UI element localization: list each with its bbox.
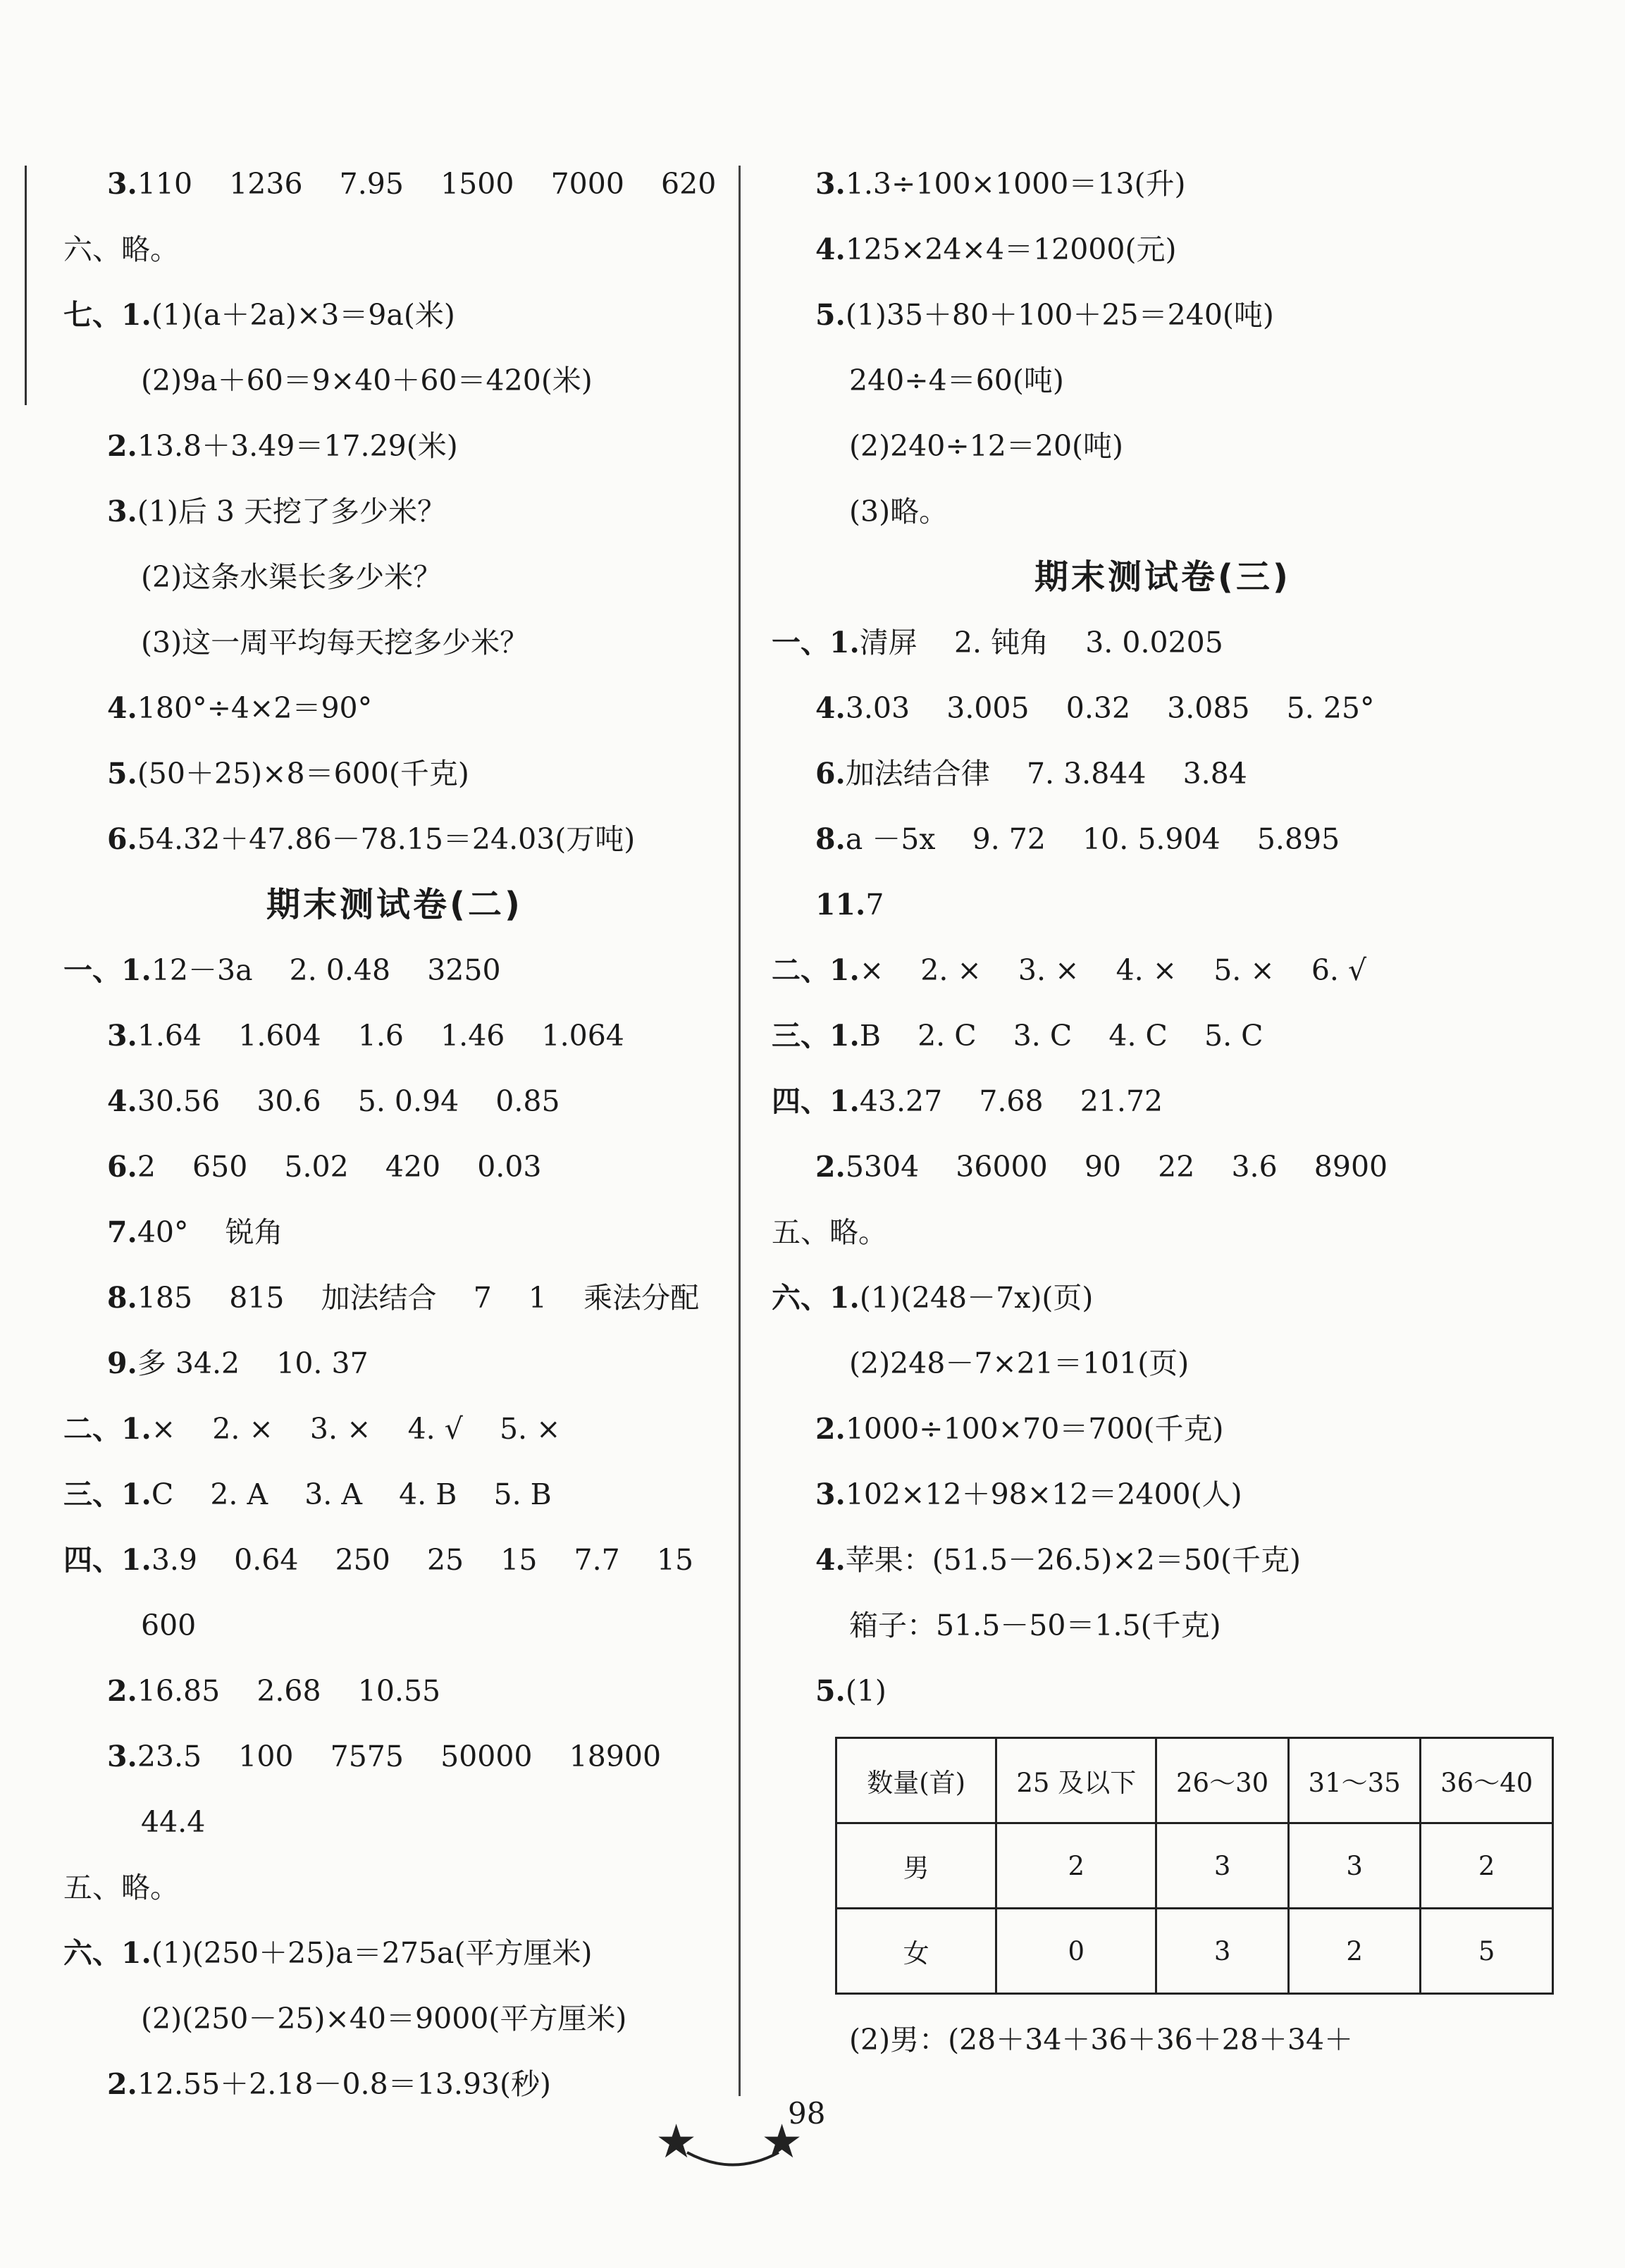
table-cell: 36～40 (1421, 1738, 1553, 1823)
answer-text: 125×24×4＝12000(元) (845, 233, 1177, 266)
item-number: 3. (107, 1740, 137, 1773)
answer-text: (2)248－7×21＝101(页) (849, 1346, 1190, 1380)
star-icon: ★ (761, 2114, 803, 2169)
item-number: 6. (107, 822, 137, 856)
item-number: 3. (815, 167, 846, 201)
answer-line (63, 1724, 726, 1790)
table-cell: 3 (1156, 1823, 1289, 1909)
column-divider (739, 166, 741, 2096)
answer-line (772, 2007, 1554, 2073)
answer-line (63, 676, 726, 741)
table-cell: 男 (836, 1823, 996, 1909)
item-number: 6. (815, 757, 846, 791)
answer-line (772, 1200, 1554, 1265)
answer-line (63, 1986, 726, 2052)
item-number: 二、1. (63, 1412, 152, 1446)
item-number: 9. (107, 1346, 137, 1380)
item-number: 一、1. (772, 626, 860, 659)
answer-line (772, 283, 1554, 348)
answer-text: 7 (865, 888, 884, 922)
answer-text: 16.85 2.68 10.55 (137, 1674, 441, 1708)
answer-text: 185 815 加法结合 7 1 乘法分配 (137, 1281, 700, 1315)
answer-line (772, 1659, 1554, 1724)
item-number: 4. (815, 691, 846, 725)
answer-text: 五、略。 (63, 1871, 179, 1904)
answer-line (772, 1396, 1554, 1462)
item-number: 2. (107, 429, 137, 463)
answer-text: 44.4 (141, 1805, 206, 1839)
item-number: 4. (815, 233, 846, 266)
item-number: 2. (107, 2067, 137, 2101)
left-margin-rule (25, 166, 27, 405)
item-number: 7. (107, 1215, 137, 1249)
answer-text: 五、略。 (772, 1215, 887, 1249)
item-number: 3. (815, 1477, 846, 1511)
answer-line (63, 1593, 726, 1659)
item-number: 四、1. (772, 1084, 860, 1118)
item-number: 2. (815, 1412, 846, 1446)
item-number: 8. (107, 1281, 137, 1315)
answer-text: (2)240÷12＝20(吨) (849, 429, 1124, 463)
answer-line (772, 1331, 1554, 1396)
answer-text: 5304 36000 90 22 3.6 8900 (845, 1150, 1388, 1184)
answer-text: 23.5 100 7575 50000 18900 (137, 1740, 662, 1773)
item-number: 一、1. (63, 953, 152, 987)
answer-text: 六、略。 (63, 233, 179, 266)
item-number: 6. (107, 1150, 137, 1184)
answer-text: (2)9a＋60＝9×40＋60＝420(米) (141, 364, 593, 397)
item-number: 2. (107, 1674, 137, 1708)
item-number: 11. (815, 888, 866, 922)
table-cell: 3 (1156, 1909, 1289, 1994)
page-footer (0, 2096, 1625, 2181)
answer-line (63, 479, 726, 545)
answer-text: 清屏 2. 钝角 3. 0.0205 (859, 626, 1223, 659)
answer-line (63, 151, 726, 217)
answer-line (772, 938, 1554, 1003)
item-number: 2. (815, 1150, 846, 1184)
answer-text: 43.27 7.68 21.72 (859, 1084, 1163, 1118)
answer-text: 3.03 3.005 0.32 3.085 5. 25° (845, 691, 1375, 725)
item-number: 3. (107, 495, 137, 528)
answer-text: 30.56 30.6 5. 0.94 0.85 (137, 1084, 560, 1118)
answer-line (63, 938, 726, 1003)
table-cell: 2 (1421, 1823, 1553, 1909)
item-number: 4. (107, 691, 137, 725)
answer-line (63, 1265, 726, 1331)
answer-line (63, 414, 726, 479)
table-row (836, 1823, 1553, 1909)
answer-line (772, 414, 1554, 479)
answer-text: (2)(250－25)×40＝9000(平方厘米) (141, 2002, 627, 2035)
item-number: 5. (107, 757, 137, 791)
answer-text: 12.55＋2.18－0.8＝13.93(秒) (137, 2067, 552, 2101)
item-number: 三、1. (772, 1019, 860, 1053)
answer-line (63, 1855, 726, 1921)
answer-text: (3)略。 (849, 495, 949, 528)
answer-text: 600 (141, 1609, 197, 1642)
answer-line (772, 807, 1554, 872)
left-column (63, 151, 726, 2117)
answer-line (63, 1396, 726, 1462)
answer-text: (1)(a＋2a)×3＝9a(米) (151, 298, 455, 332)
item-number: 六、1. (772, 1281, 860, 1315)
answer-text: (3)这一周平均每天挖多少米？ (141, 626, 529, 659)
answer-text: (1)(248－7x)(页) (859, 1281, 1094, 1315)
answer-text: 2 650 5.02 420 0.03 (137, 1150, 542, 1184)
table-cell: 3 (1288, 1823, 1421, 1909)
answer-text: (50＋25)×8＝600(千克) (137, 757, 469, 791)
answer-text: 加法结合律 7. 3.844 3.84 (845, 757, 1247, 791)
answer-line (63, 807, 726, 872)
answer-text: (1) (845, 1674, 886, 1708)
answer-line (63, 1200, 726, 1265)
answer-text: 1.64 1.604 1.6 1.46 1.064 (137, 1019, 624, 1053)
table-cell: 女 (836, 1909, 996, 1994)
answer-text: a －5x 9. 72 10. 5.904 5.895 (845, 822, 1340, 856)
item-number: 三、1. (63, 1477, 152, 1511)
item-number: 六、1. (63, 1936, 152, 1970)
answer-line (772, 1134, 1554, 1200)
answer-line (63, 1069, 726, 1134)
answer-text: 3.9 0.64 250 25 15 7.7 15 (151, 1543, 694, 1577)
answer-text: 180°÷4×2＝90° (137, 691, 373, 725)
table-cell: 25 及以下 (996, 1738, 1156, 1823)
answer-line (772, 872, 1554, 938)
answer-line (63, 348, 726, 414)
answer-line (772, 1593, 1554, 1659)
item-number: 3. (107, 167, 137, 201)
answer-text: 13.8＋3.49＝17.29(米) (137, 429, 458, 463)
table-cell: 2 (996, 1823, 1156, 1909)
answer-text: 110 1236 7.95 1500 7000 620 (137, 167, 717, 201)
item-number: 8. (815, 822, 846, 856)
table-cell: 5 (1421, 1909, 1553, 1994)
table-cell: 2 (1288, 1909, 1421, 1994)
table-header-row (836, 1738, 1553, 1823)
answer-line (772, 1528, 1554, 1593)
answer-text: 多 34.2 10. 37 (137, 1346, 369, 1380)
answer-line (63, 1462, 726, 1528)
answer-line (63, 610, 726, 676)
answer-line (772, 610, 1554, 676)
table-cell: 0 (996, 1909, 1156, 1994)
answer-line (772, 1069, 1554, 1134)
item-number: 5. (815, 1674, 846, 1708)
item-number: 5. (815, 298, 846, 332)
answer-line (772, 151, 1554, 217)
answer-line (63, 741, 726, 807)
answer-text: 240÷4＝60(吨) (849, 364, 1064, 397)
answer-line (772, 217, 1554, 283)
answer-text: (1)35＋80＋100＋25＝240(吨) (845, 298, 1274, 332)
section-heading: 期末测试卷(三) (1034, 557, 1291, 597)
table-cell: 数量(首) (836, 1738, 996, 1823)
answer-text: (2)男：(28＋34＋36＋36＋28＋34＋ (849, 2023, 1354, 2057)
answer-line (772, 479, 1554, 545)
answer-line (772, 1265, 1554, 1331)
star-icon: ★ (655, 2114, 698, 2169)
answer-line (772, 1462, 1554, 1528)
answer-line (63, 545, 726, 610)
answer-text: 箱子：51.5－50＝1.5(千克) (849, 1609, 1221, 1642)
answer-text: 54.32＋47.86－78.15＝24.03(万吨) (137, 822, 636, 856)
table-cell: 26～30 (1156, 1738, 1289, 1823)
answer-text: 102×12＋98×12＝2400(人) (845, 1477, 1242, 1511)
page-number: 98 (788, 2096, 826, 2131)
answer-text: (1)后 3 天挖了多少米？ (137, 495, 447, 528)
answer-text: C 2. A 3. A 4. B 5. B (151, 1477, 552, 1511)
section-heading: 期末测试卷(二) (266, 885, 523, 924)
answer-line (772, 676, 1554, 741)
answer-text: × 2. × 3. × 4. × 5. × 6. √ (859, 953, 1367, 987)
answer-text: × 2. × 3. × 4. √ 5. × (151, 1412, 561, 1446)
poem-count-table (835, 1737, 1554, 1995)
answer-line (63, 1659, 726, 1724)
item-number: 4. (815, 1543, 846, 1577)
item-number: 二、1. (772, 953, 860, 987)
table-cell: 31～35 (1288, 1738, 1421, 1823)
answer-line (63, 283, 726, 348)
item-number: 3. (107, 1019, 137, 1053)
answer-text: (2)这条水渠长多少米？ (141, 560, 443, 594)
answer-text: (1)(250＋25)a＝275a(平方厘米) (151, 1936, 593, 1970)
right-column (772, 151, 1554, 2073)
answer-line (63, 1003, 726, 1069)
answer-text: B 2. C 3. C 4. C 5. C (859, 1019, 1263, 1053)
answer-line (63, 1528, 726, 1593)
answer-text: 12－3a 2. 0.48 3250 (151, 953, 501, 987)
answer-line (63, 1331, 726, 1396)
item-number: 七、1. (63, 298, 152, 332)
answer-text: 1000÷100×70＝700(千克) (845, 1412, 1224, 1446)
item-number: 4. (107, 1084, 137, 1118)
answer-line (63, 217, 726, 283)
item-number: 四、1. (63, 1543, 152, 1577)
answer-line (63, 1921, 726, 1986)
answer-line (63, 1790, 726, 1855)
answer-text: 40° 锐角 (137, 1215, 283, 1249)
answer-line (772, 741, 1554, 807)
answer-text: 苹果：(51.5－26.5)×2＝50(千克) (845, 1543, 1301, 1577)
answer-line (772, 348, 1554, 414)
answer-text: 1.3÷100×1000＝13(升) (845, 167, 1186, 201)
table-row (836, 1909, 1553, 1994)
answer-line (772, 1003, 1554, 1069)
answer-line (63, 1134, 726, 1200)
